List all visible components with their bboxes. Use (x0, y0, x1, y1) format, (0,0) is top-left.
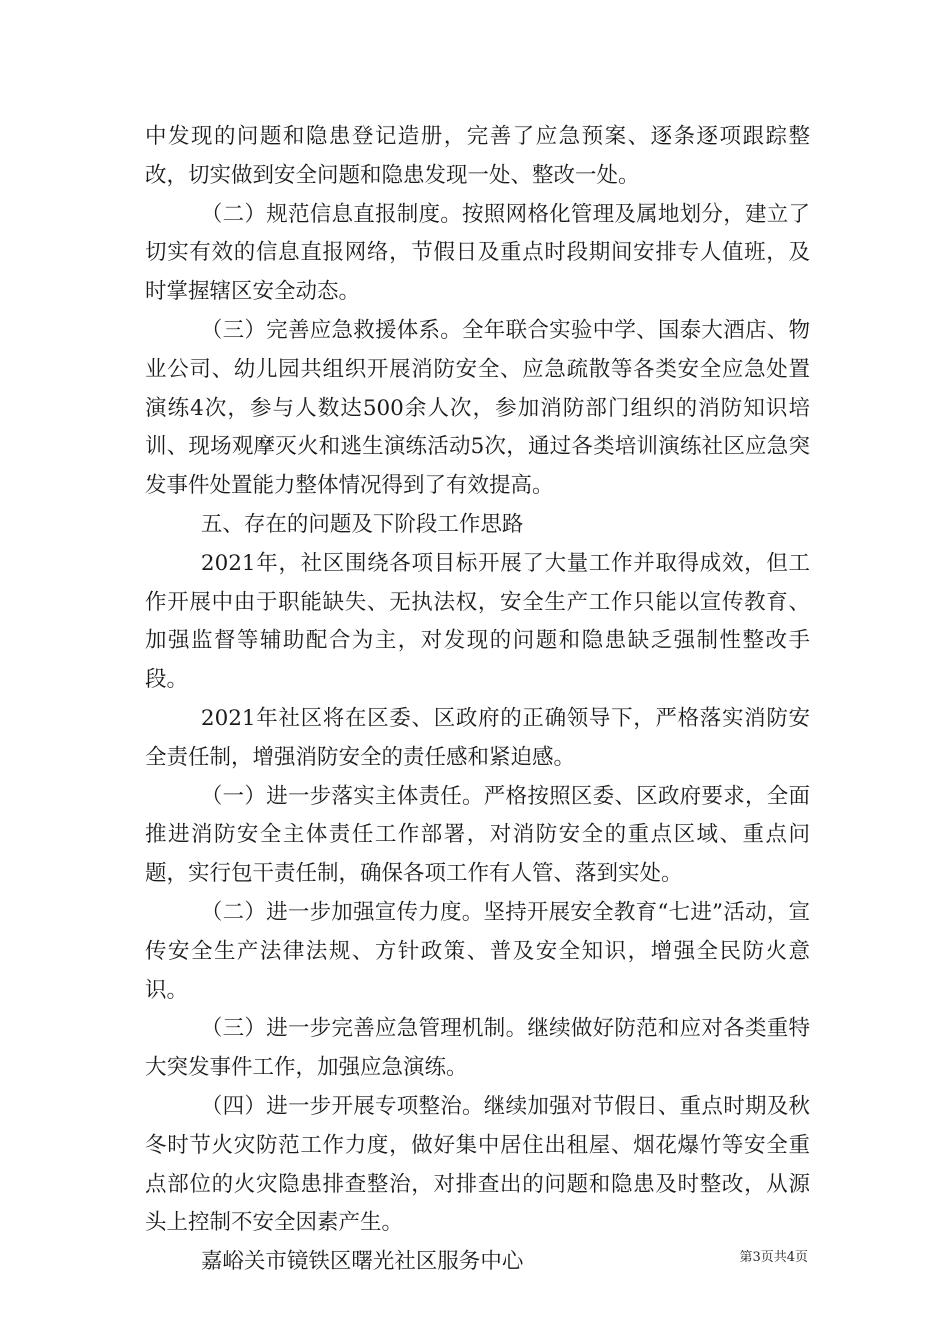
paragraph-plan-2: （二）进一步加强宣传力度。坚持开展安全教育“七进”活动，宣传安全生产法律法规、方针政策、普及安全知识，增强全民防火意识。 (145, 899, 810, 1003)
paragraph-continuation: 中发现的问题和隐患登记造册，完善了应急预案、逐条逐项跟踪整改，切实做到安全问题和隐患发现一处、整改一处。 (145, 124, 810, 188)
paragraph-plan-1: （一）进一步落实主体责任。严格按照区委、区政府要求，全面推进消防安全主体责任工作部署，对消防安全的重点区域、重点问题，实行包干责任制，确保各项工作有人管、落到实处。 (145, 783, 810, 887)
document-body (145, 118, 810, 1282)
paragraph-plan-4: （四）进一步开展专项整治。继续加强对节假日、重点时期及秋冬时节火灾防范工作力度，做好集中居住出租屋、烟花爆竹等安全重点部位的火灾隐患排查整治，对排查出的问题和隐患及时整改，从源头上控制不安全因素产生。 (145, 1093, 810, 1236)
paragraph-plan-intro: 2021年社区将在区委、区政府的正确领导下，严格落实消防安全责任制，增强消防安全的责任感和紧迫感。 (145, 705, 810, 770)
paragraph-plan-3: （三）进一步完善应急管理机制。继续做好防范和应对各类重特大突发事件工作，加强应急演练。 (145, 1016, 810, 1081)
paragraph-emergency-rescue: （三）完善应急救援体系。全年联合实验中学、国泰大酒店、物业公司、幼儿园共组织开展消防安全、应急疏散等各类安全应急处置演练4次，参与人数达500余人次，参加消防部门组织的消防知识培训、现场观摩灭火和逃生演练活动5次，通过各类培训演练社区应急突发事件处置能力整体情况得到了有效提高。 (145, 317, 810, 499)
section-heading: 五、存在的问题及下阶段工作思路 (200, 511, 524, 537)
signature-organization: 嘉峪关市镜铁区曙光社区服务中心 (200, 1249, 524, 1275)
paragraph-info-reporting: （二）规范信息直报制度。按照网格化管理及属地划分，建立了切实有效的信息直报网络，节假日及重点时段期间安排专人值班，及时掌握辖区安全动态。 (145, 201, 810, 305)
paragraph-problems: 2021年，社区围绕各项目标开展了大量工作并取得成效，但工作开展中由于职能缺失、无执法权，安全生产工作只能以宣传教育、加强监督等辅助配合为主，对发现的问题和隐患缺乏强制性整改手段。 (145, 550, 810, 693)
page-number-footer: 第3页共4页 (739, 1250, 808, 1265)
